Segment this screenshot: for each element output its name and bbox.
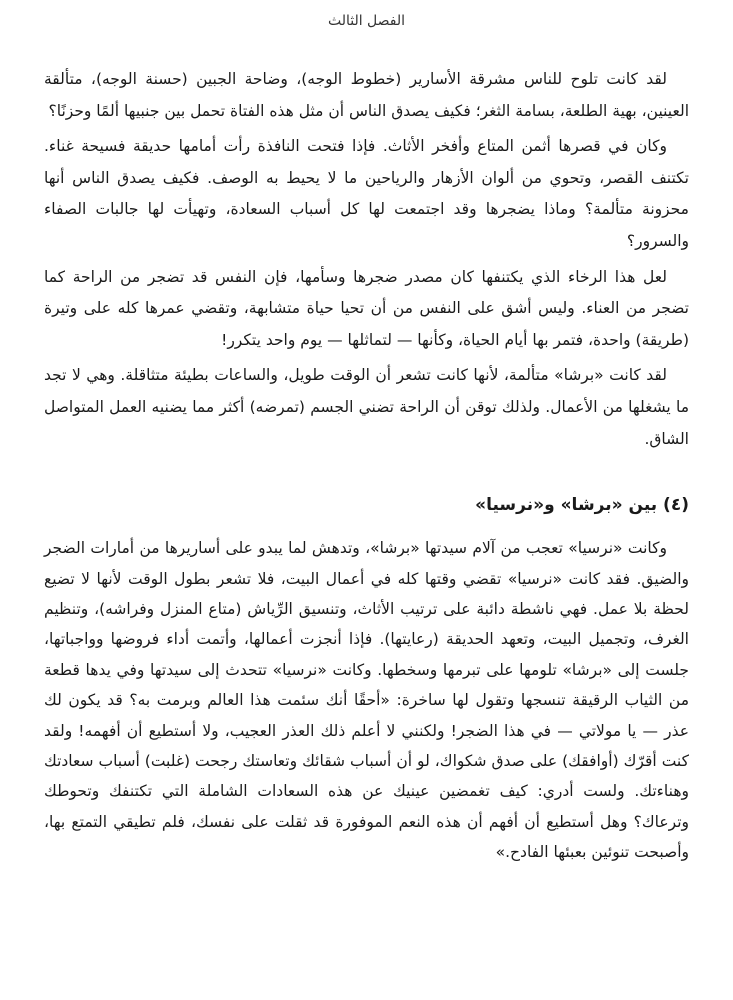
paragraph: وكان في قصرها أثمن المتاع وأفخر الأثاث. فإذا فتحت النافذة رأت أمامها حديقة فسيحة غناء. تكتنف القصر، وتحوي من ألوان الأزهار والرياحين ما لا يحيط به الوصف. فكيف يصدق الناس أنها محزونة متألمة؟ وماذا يضجرها وقد اجتمعت لها كل أسباب السعادة، وتهيأت لها جالبات الصفاء والسرور؟ (44, 137, 689, 250)
body-text (44, 64, 689, 872)
paragraph: لقد كانت تلوح للناس مشرقة الأسارير (خطوط الوجه)، وضاحة الجبين (حسنة الوجه)، متألقة العينين، بهية الطلعة، بسامة الثغر؛ فكيف يصدق الناس أن مثل هذه الفتاة تحمل بين جنبيها ألمًا وحزنًا؟ (44, 70, 689, 120)
book-page (44, 0, 689, 1000)
section-heading: (٤) بين «برشا» و«نرسيا» (475, 495, 689, 516)
paragraph: لعل هذا الرخاء الذي يكتنفها كان مصدر ضجرها وسأمها، فإن النفس قد تضجر من الراحة كما تضجر من العناء. وليس أشق على النفس من أن تحيا حياة متشابهة، وتقضي عمرها كله على وتيرة (طريقة) واحدة، فتمر بها أيام الحياة، وكأنها — لتماثلها — يوم واحد يتكرر! (44, 267, 689, 349)
paragraph: لقد كانت «برشا» متألمة، لأنها كانت تشعر أن الوقت طويل، والساعات بطيئة متثاقلة. وهي لا تجد ما يشغلها من الأعمال. ولذلك توقن أن الراحة تضني الجسم (تمرضه) أكثر مما يضنيه العمل المتواصل الشاق. (44, 366, 689, 448)
running-header: الفصل الثالث (327, 13, 406, 29)
paragraph: وكانت «نرسيا» تعجب من آلام سيدتها «برشا»، وتدهش لما يبدو على أساريرها من أمارات الضجر والضيق. فقد كانت «نرسيا» تقضي وقتها كله في أعمال البيت، فلا تشعر بطول الوقت لأنها لا تضيع لحظة بلا عمل. فهي ناشطة دائبة على ترتيب الأثاث، وتنسيق الرِّياش (متاع المنزل وفراشه)، وتنظيم الغرف، وتجميل البيت، وتعهد الحديقة (رعايتها). فإذا أنجزت أعمالها، وأتمت أداء فروضها وواجباتها، جلست إلى «برشا» تلومها على تبرمها وسخطها. وكانت «نرسيا» تتحدث إلى سيدتها وفي يدها قطعة من الثياب الرقيقة تنسجها وتقول لها ساخرة: «أحقًا أنك سئمت هذا العالم وبرمت به؟ قد يكون لك عذر — يا مولاتي — في هذا الضجر! ولكنني لا أعلم ذلك العذر العجيب، ولا أستطيع أن أفهمه! ولقد كنت أقرّك (أوافقك) على صدق شكواك، لو أن أسباب شقائك وتعاستك رجحت (غلبت) أسباب سعادتك وهناءتك. ولست أدري: كيف تغمضين عينيك عن هذه السعادات الشاملة التي تكتنفك وتحوطك وترعاك؟ وهل أستطيع أن أفهم أن هذه النعم الموفورة قد ثقلت على نفسك، فلم تطيقي التمتع بها، وأصبحت تنوئين بعبئها الفادح.» (44, 539, 689, 862)
chapter-section (44, 533, 689, 867)
chapter-section (44, 64, 689, 455)
